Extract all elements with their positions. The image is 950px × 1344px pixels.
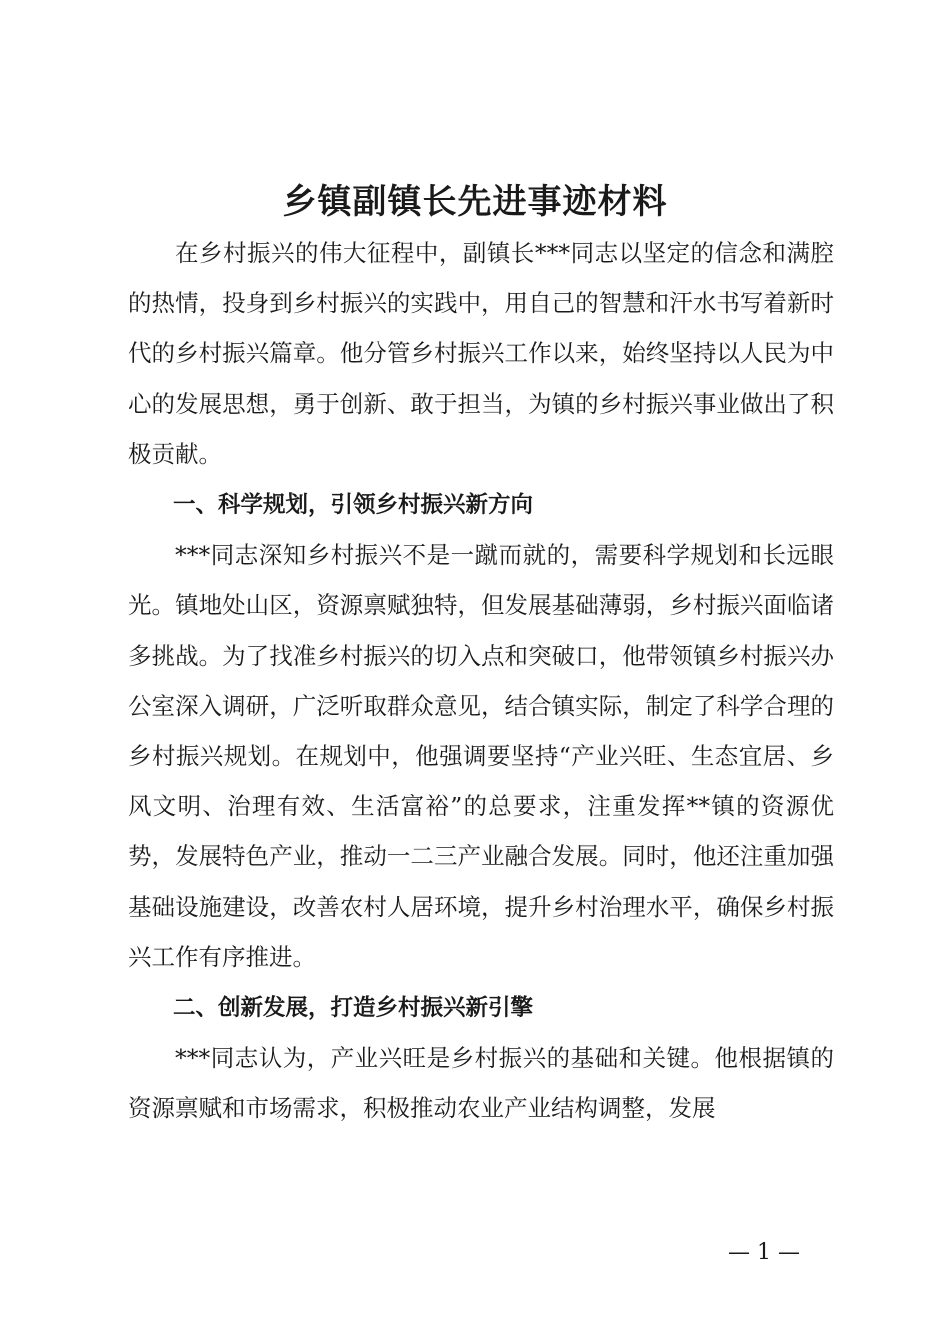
document-title: 乡镇副镇长先进事迹材料 bbox=[282, 182, 668, 222]
intro-paragraph: 在乡村振兴的伟大征程中，副镇长***同志以坚定的信念和满腔的热情，投身到乡村振兴的实践中，用自己的智慧和汗水书写着新时代的乡村振兴篇章。他分管乡村振兴工作以来，始终坚持以人民为中心的发展思想，勇于创新、敢于担当，为镇的乡村振兴事业做出了积极贡献。 bbox=[128, 239, 834, 468]
page-number: — 1 — bbox=[728, 1240, 800, 1265]
section-2-paragraph: ***同志认为，产业兴旺是乡村振兴的基础和关键。他根据镇的资源禀赋和市场需求，积极推动农业产业结构调整，发展 bbox=[128, 1044, 834, 1123]
section-heading-1: 一、科学规划，引领乡村振兴新方向 bbox=[173, 492, 534, 519]
section-1-paragraph: ***同志深知乡村振兴不是一蹴而就的，需要科学规划和长远眼光。镇地处山区，资源禀赋独特，但发展基础薄弱，乡村振兴面临诸多挑战。为了找准乡村振兴的切入点和突破口，他带领镇乡村振兴办公室深入调研，广泛听取群众意见，结合镇实际，制定了科学合理的乡村振兴规划。在规划中，他强调要坚持“产业兴旺、生态宜居、乡风文明、治理有效、生活富裕”的总要求，注重发挥**镇的资源优势，发展特色产业，推动一二三产业融合发展。同时，他还注重加强基础设施建设，改善农村人居环境，提升乡村治理水平，确保乡村振兴工作有序推进。 bbox=[128, 541, 834, 971]
section-heading-2: 二、创新发展，打造乡村振兴新引擎 bbox=[173, 995, 534, 1022]
document-body bbox=[128, 228, 834, 1134]
